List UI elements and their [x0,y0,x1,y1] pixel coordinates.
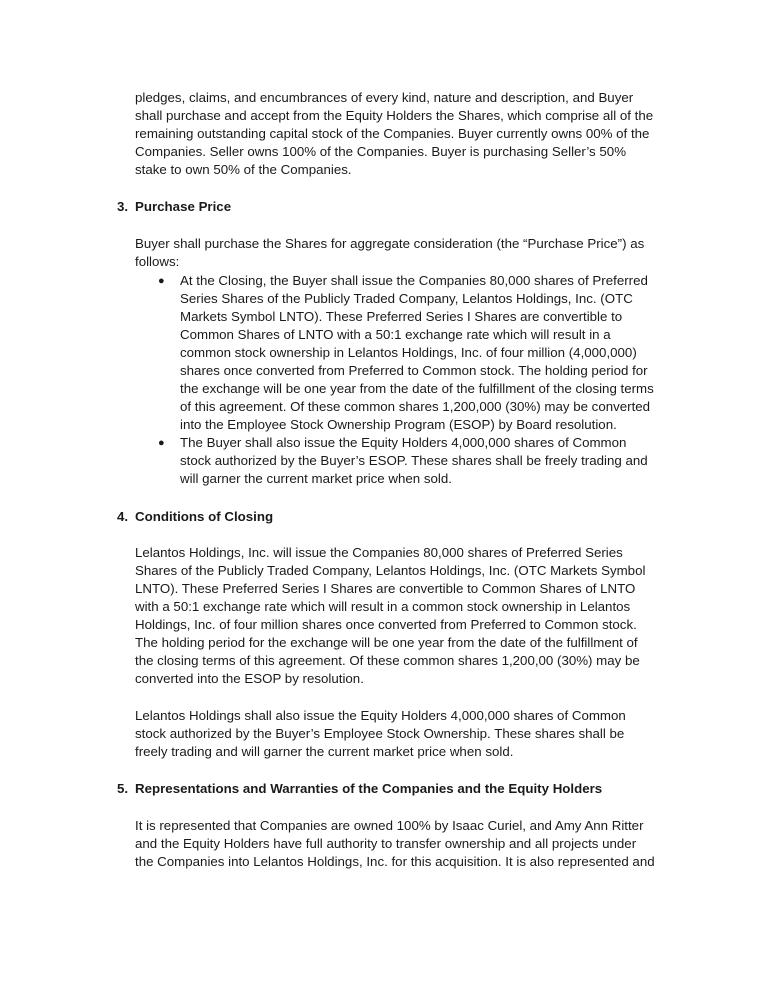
text-line: stock authorized by the Buyer’s Employee Stock Ownership. These shares shall be [135,726,625,741]
text-line: pledges, claims, and encumbrances of every kind, nature and description, and Buyer [135,90,634,105]
text-line: stake to own 50% of the Companies. [135,162,352,177]
text-line: At the Closing, the Buyer shall issue the Companies 80,000 shares of Preferred [180,273,648,288]
purchase-price-paragraph [135,235,765,271]
text-line: the closing terms of this agreement. Of these common shares 1,200,00 (30%) may be [135,653,640,668]
intro-paragraph [135,89,765,179]
text-line: Companies. Seller owns 100% of the Companies. Buyer is purchasing Seller’s 50% [135,144,627,159]
section-title: Conditions of Closing [135,509,274,524]
purchase-price-bullets [0,272,765,488]
text-line: the Companies into Lelantos Holdings, Inc. for this acquisition. It is also represented and [135,854,655,869]
text-line: will garner the current market price when sold. [180,471,452,486]
text-line: with a 50:1 exchange rate which will result in a common stock ownership in Lelantos [135,599,631,614]
section-title: Purchase Price [135,199,232,214]
representations-paragraph [135,817,765,871]
text-line: and the Equity Holders have full authority to transfer ownership and all projects under [135,836,637,851]
text-line: the exchange will be one year from the date of the fulfillment of the closing terms [180,381,654,396]
bullet-text [180,434,648,488]
text-line: Buyer shall purchase the Shares for aggregate consideration (the “Purchase Price”) as [135,236,645,251]
bullet-item [158,434,765,488]
text-line: Lelantos Holdings shall also issue the Equity Holders 4,000,000 shares of Common [135,708,626,723]
section-number: 5. [117,781,129,796]
text-line: Series Shares of the Publicly Traded Company, Lelantos Holdings, Inc. (OTC [180,291,633,306]
closing-paragraph-2 [135,707,765,761]
text-line: into the Employee Stock Ownership Program (ESOP) by Board resolution. [180,417,617,432]
closing-paragraph-1 [135,544,765,688]
text-line: common stock ownership in Lelantos Holdings, Inc. of four million (4,000,000) [180,345,637,360]
text-line: shares once converted from Preferred to Common stock. The holding period for [180,363,648,378]
text-line: Shares of the Publicly Traded Company, Lelantos Holdings, Inc. (OTC Markets Symbol [135,563,646,578]
bullet-icon: ● [158,437,165,449]
text-line: freely trading and will garner the current market price when sold. [135,744,514,759]
text-line: The Buyer shall also issue the Equity Holders 4,000,000 shares of Common [180,435,627,450]
section-3-heading [117,198,765,216]
section-4-heading [117,508,765,526]
section-number: 4. [117,509,129,524]
section-5-heading [117,780,765,798]
text-line: LNTO). These Preferred Series I Shares are convertible to Common Shares of LNTO [135,581,636,596]
bullet-text [180,272,654,434]
text-line: stock authorized by the Buyer’s ESOP. These shares shall be freely trading and [180,453,648,468]
text-line: It is represented that Companies are owned 100% by Isaac Curiel, and Amy Ann Ritter [135,818,644,833]
bullet-icon: ● [158,275,165,287]
text-line: follows: [135,254,180,269]
text-line: remaining outstanding capital stock of the Companies. Buyer currently owns 00% of the [135,126,650,141]
text-line: converted into the ESOP by resolution. [135,671,364,686]
section-number: 3. [117,199,129,214]
text-line: Common Shares of LNTO with a 50:1 exchange rate which will result in a [180,327,611,342]
text-line: Lelantos Holdings, Inc. will issue the Companies 80,000 shares of Preferred Series [135,545,623,560]
bullet-item [158,272,765,434]
text-line: Markets Symbol LNTO). These Preferred Series I Shares are convertible to [180,309,623,324]
text-line: shall purchase and accept from the Equity Holders the Shares, which comprise all of the [135,108,654,123]
text-line: Holdings, Inc. of four million shares once converted from Preferred to Common stock. [135,617,637,632]
text-line: The holding period for the exchange will be one year from the date of the fulfillment of [135,635,638,650]
section-title: Representations and Warranties of the Companies and the Equity Holders [135,781,603,796]
text-line: of this agreement. Of these common shares 1,200,000 (30%) may be converted [180,399,651,414]
